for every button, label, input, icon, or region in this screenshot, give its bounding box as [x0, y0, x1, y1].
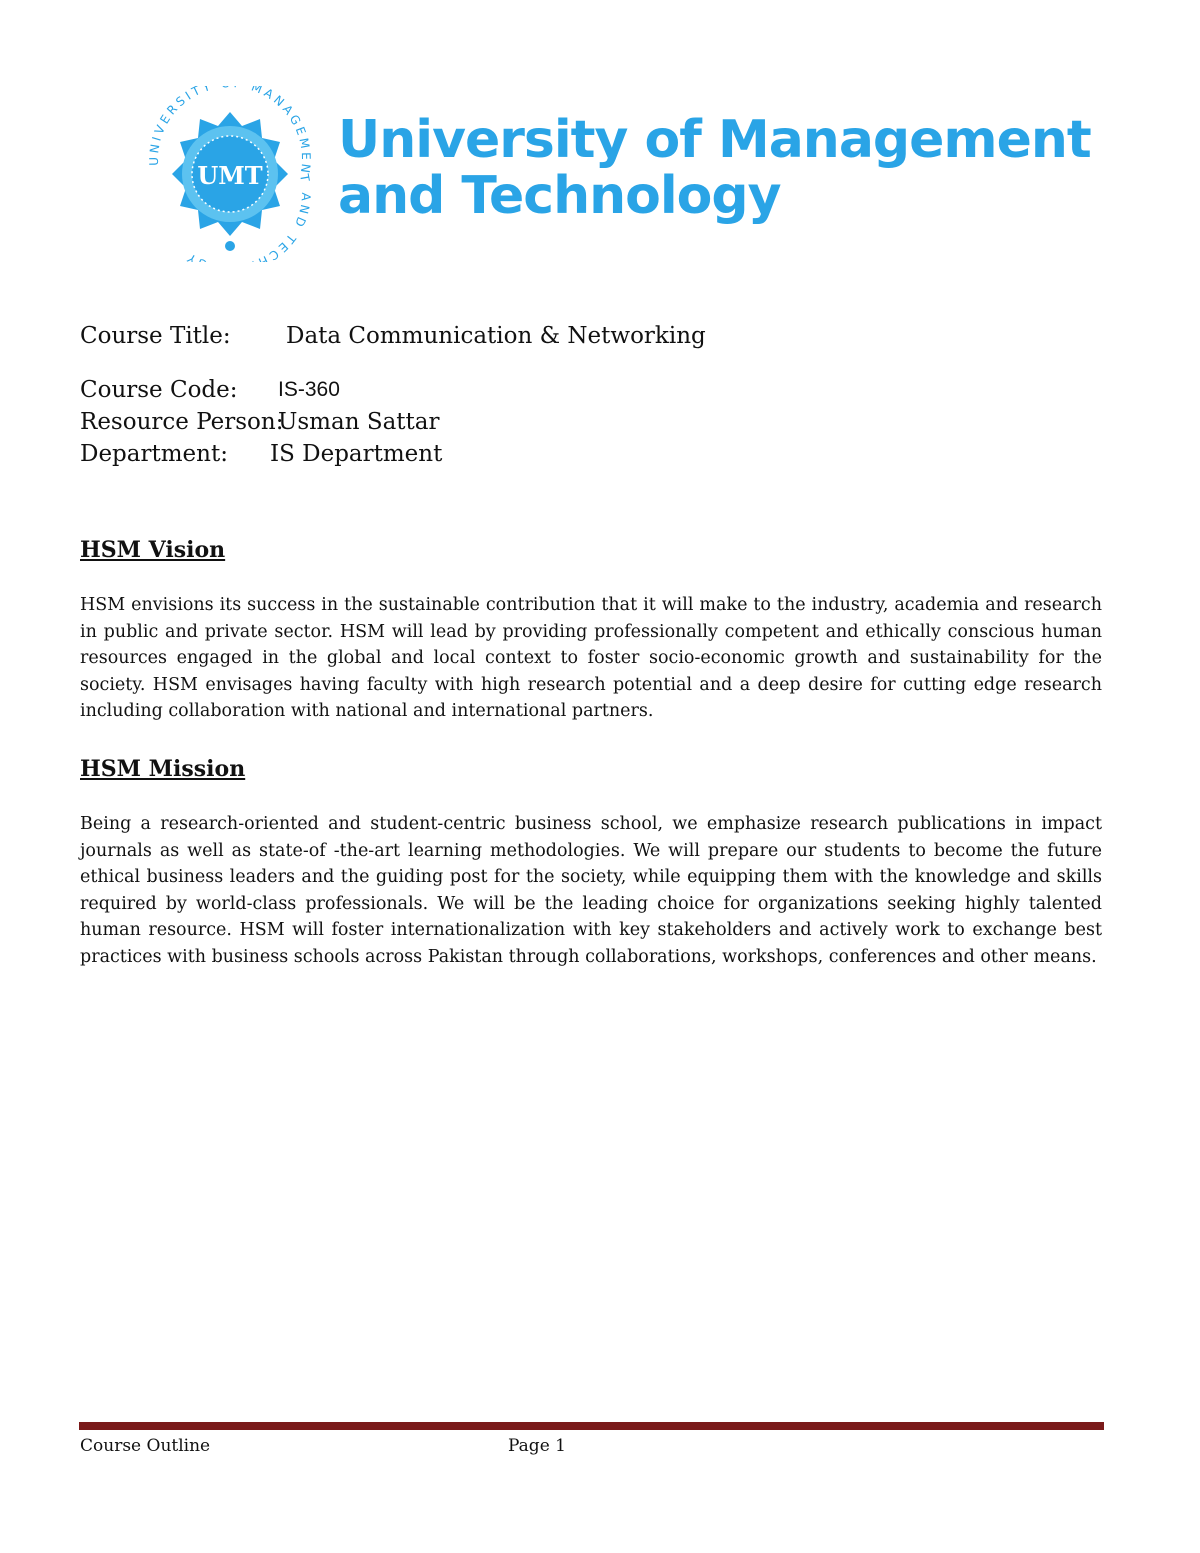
university-logo	[132, 86, 328, 262]
footer-course-outline: Course Outline	[80, 1436, 211, 1456]
mission-heading: HSM Mission	[80, 756, 246, 782]
mission-paragraph: Being a research-oriented and student-centric business school, we emphasize research publications in impact journals as well as state-of -the-art learning methodologies. We will prepare our students to become the future ethical business leaders and the guiding post for the society, while equipping them with the knowledge and skills required by world-class professionals. We will be the leading choice for organizations seeking highly talented human resource. HSM will foster internationalization with key stakeholders and actively work to exchange best practices with business schools across Pakistan through collaborations, workshops, conferences and other means.	[80, 814, 1102, 967]
svg-text:UNIVERSITY OF MANAGEMENT AND T: UNIVERSITY MANAGEMENT AND TECH Y	[146, 86, 314, 262]
course-code-value: IS-360	[278, 378, 340, 401]
svg-text:UMT: UMT	[197, 161, 263, 190]
course-code-label: Course Code:	[80, 377, 238, 403]
vision-heading: HSM Vision	[80, 537, 226, 563]
university-name-line2: and Technology	[338, 166, 781, 226]
department-value: IS Department	[270, 441, 443, 467]
resource-person-value: Usman Sattar	[278, 409, 440, 435]
course-title-value: Data Communication & Networking	[286, 323, 706, 349]
umt-seal-icon	[132, 86, 328, 262]
vision-paragraph: HSM envisions its success in the sustainable contribution that it will make to the industry, academia and research in public and private sector. HSM will lead by providing professionally competent and ethically conscious human resources engaged in the global and local context to foster socio-economic growth and sustainability for the society. HSM envisages having faculty with high research potential and a deep desire for cutting edge research including collaboration with national and international partners.	[80, 595, 1102, 721]
university-name	[338, 112, 1091, 224]
department-label: Department:	[80, 441, 228, 467]
course-title-label: Course Title:	[80, 323, 231, 349]
footer-page-number: Page 1	[508, 1436, 566, 1456]
resource-person-label: Resource Person:	[80, 409, 284, 435]
footer-divider	[79, 1422, 1104, 1430]
university-name-line1: University of Management	[338, 110, 1091, 170]
